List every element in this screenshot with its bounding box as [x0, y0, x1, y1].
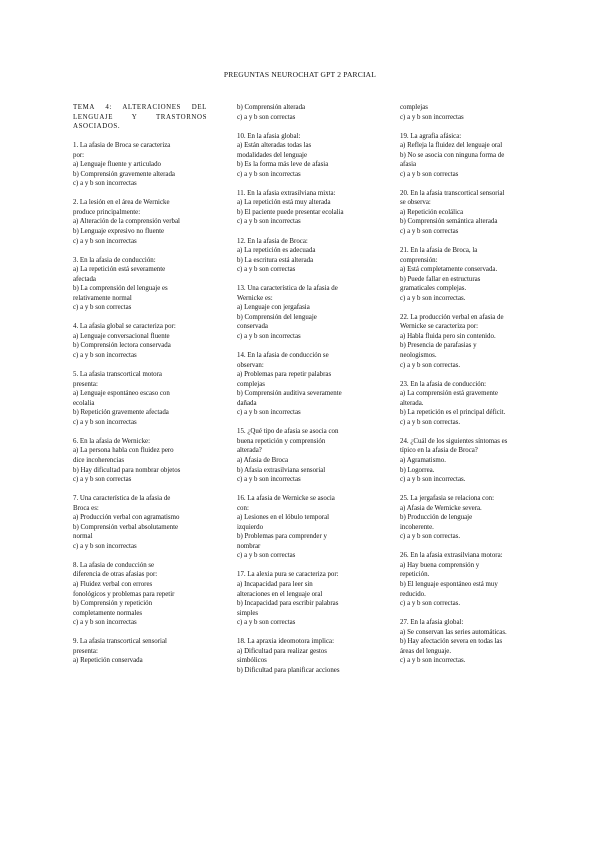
answer-option: b) Presencia de parafasias y — [400, 342, 477, 350]
question-text-line: produce principalmente: — [73, 208, 141, 216]
answer-option: c) a y b son correctas — [237, 266, 296, 274]
question-block — [400, 313, 527, 370]
question-text-line: complejas — [237, 380, 265, 388]
question-block — [400, 132, 527, 180]
answer-option: b) Dificultad para planificar acciones — [237, 666, 340, 674]
question-block — [73, 322, 207, 360]
answer-option: b) No se asocia con ninguna forma de — [400, 151, 505, 159]
answer-option: b) La repetición es el principal déficit. — [400, 409, 506, 417]
answer-option: c) a y b son incorrectas. — [400, 657, 466, 665]
answer-option: a) Está completamente conservada. — [400, 266, 498, 274]
answer-option: c) a y b son incorrectas — [237, 476, 301, 484]
answer-option: c) a y b son correctas — [400, 228, 459, 236]
question-text-line: izquierdo — [237, 523, 264, 531]
answer-option: c) a y b son correctas — [237, 619, 296, 627]
answer-option: c) a y b son incorrectas — [237, 218, 301, 226]
answer-option: b) Es la forma más leve de afasia — [237, 161, 329, 169]
answer-option: b) Afasia extrasilviana sensorial — [237, 466, 326, 474]
answer-option: b) Producción de lenguaje — [400, 514, 473, 522]
answer-option: a) La repetición es adecuada — [237, 247, 316, 255]
question-text-line: dañada — [237, 399, 257, 407]
question-text-line: dice incoherencias — [73, 456, 125, 464]
question-text-line: alterada. — [400, 399, 424, 407]
answer-option: b) Logorrea. — [400, 466, 435, 474]
question-block — [237, 351, 365, 418]
answer-option: b) Repetición gravemente afectada — [73, 409, 169, 417]
answer-option: c) a y b son incorrectas — [237, 170, 301, 178]
answer-option: a) Incapacidad para leer sin — [237, 580, 313, 588]
answer-option: c) a y b son correctas — [73, 304, 132, 312]
answer-option: b) Lenguaje expresivo no fluente — [73, 228, 165, 236]
answer-option: a) Lenguaje espontáneo escaso con — [73, 390, 170, 398]
question-block — [400, 246, 527, 303]
answer-option: c) a y b son incorrectas — [73, 418, 137, 426]
answer-option: c) a y b son incorrectas — [237, 409, 301, 417]
question-text-line: Wernicke se caracteriza por: — [400, 323, 479, 331]
answer-option: a) Habla fluida pero sin contenido. — [400, 332, 496, 340]
answer-option: b) Comprensión gravemente alterada — [73, 170, 175, 178]
question-text-line: relativamente normal — [73, 294, 132, 302]
answer-option: c) a y b son correctas. — [400, 418, 461, 426]
question-text-line: típico en la afasia de Broca? — [400, 447, 478, 455]
question-text-line: alterada? — [237, 447, 262, 455]
question-block — [73, 370, 207, 427]
question-text-line: simbólicos — [237, 657, 267, 665]
question-text-line: nombrar — [237, 542, 261, 550]
answer-option: a) Están alteradas todas las — [237, 142, 312, 150]
answer-option: c) a y b son correctas. — [400, 361, 461, 369]
question-text-line: 5. La afasia transcortical motora — [73, 371, 162, 379]
question-text-line: áreas del lenguaje. — [400, 647, 452, 655]
answer-option: a) Producción verbal con agramatismo — [73, 514, 180, 522]
question-block — [73, 198, 207, 246]
question-text-line: 27. En la afasia global: — [400, 619, 464, 627]
question-text-line: 12. En la afasia de Broca: — [237, 237, 308, 245]
question-text-line: 10. En la afasia global: — [237, 132, 301, 140]
question-text-line: afectada — [73, 275, 96, 283]
question-block — [400, 437, 527, 485]
answer-option: c) a y b son incorrectas — [73, 180, 137, 188]
question-text-line: observan: — [237, 361, 264, 369]
answer-option: b) Comprensión alterada — [237, 104, 306, 111]
question-text-line: 2. La lesión en el área de Wernicke — [73, 199, 170, 207]
question-text-line: fonológicos y problemas para repetir — [73, 590, 175, 598]
question-text-line: modalidades del lenguaje — [237, 151, 308, 159]
answer-option: a) Hay buena comprensión y — [400, 561, 480, 569]
question-text-line: simples — [237, 609, 259, 617]
answer-option: c) a y b son correctas — [237, 552, 296, 560]
question-text-line: 1. La afasia de Broca se caracteriza — [73, 142, 171, 150]
question-text-line: gramaticales complejas. — [400, 285, 467, 293]
question-block — [73, 141, 207, 189]
question-text-line: 16. La afasia de Wernicke se asocia — [237, 495, 335, 503]
answer-option: b) Comprensión auditiva severamente — [237, 390, 342, 398]
question-block — [400, 618, 527, 666]
question-text-line: incoherente. — [400, 523, 434, 531]
answer-option: c) a y b son correctas. — [400, 533, 461, 541]
question-text-line: presenta: — [73, 380, 98, 388]
question-block — [73, 637, 207, 666]
question-text-line: 4. La afasia global se caracteriza por: — [73, 323, 176, 331]
answer-option: a) Se conservan las series automáticas. — [400, 628, 507, 636]
question-text-line: 25. La jergafasia se relaciona con: — [400, 495, 494, 503]
answer-option: a) Problemas para repetir palabras — [237, 371, 332, 379]
question-text-line: 23. En la afasia de conducción: — [400, 380, 487, 388]
question-text-line: comprensión: — [400, 256, 438, 264]
column-middle — [237, 103, 365, 685]
question-text-line: 13. Una característica de la afasia de — [237, 285, 338, 293]
question-text-line: 11. En la afasia extrasilviana mixta: — [237, 189, 336, 197]
question-text-line: alteraciones en el lenguaje oral — [237, 590, 323, 598]
answer-option: a) La persona habla con fluidez pero — [73, 447, 174, 455]
answer-option: b) Problemas para comprender y — [237, 533, 327, 541]
question-text-line: 8. La afasia de conducción se — [73, 561, 155, 569]
answer-option: b) Comprensión verbal absolutamente — [73, 523, 179, 531]
question-text-line: Wernicke es: — [237, 294, 273, 302]
question-text-line: se observa: — [400, 199, 431, 207]
answer-option: a) Afasia de Broca — [237, 456, 289, 464]
question-text-line: 21. En la afasia de Broca, la — [400, 247, 478, 255]
question-text-line: TEMA 4: ALTERACIONES DEL — [73, 104, 207, 111]
question-block — [237, 132, 365, 180]
question-text-line: completamente normales — [73, 609, 143, 617]
question-block — [400, 103, 527, 122]
answer-option: a) Dificultad para realizar gestos — [237, 647, 327, 655]
question-text-line: repetición. — [400, 571, 430, 579]
answer-option: a) La repetición está severamente — [73, 266, 166, 274]
answer-option: c) a y b son correctas — [73, 476, 132, 484]
answer-option: c) a y b son incorrectas. — [400, 476, 466, 484]
answer-option: a) La repetición está muy alterada — [237, 199, 331, 207]
question-block — [237, 103, 365, 122]
answer-option: b) Comprensión y repetición — [73, 600, 153, 608]
question-text-line: diferencia de otras afasias por: — [73, 571, 158, 579]
answer-option: a) Fluidez verbal con errores — [73, 580, 153, 588]
question-text-line: 15. ¿Qué tipo de afasia se asocia con — [237, 428, 339, 436]
column-right — [400, 103, 527, 675]
answer-option: b) Hay afectación severa en todas las — [400, 638, 503, 646]
answer-option: c) a y b son incorrectas — [237, 332, 301, 340]
answer-option: a) Afasia de Wernicke severa. — [400, 504, 482, 512]
answer-option: a) Lenguaje con jergafasia — [237, 304, 310, 312]
answer-option: b) El lenguaje espontáneo está muy — [400, 580, 498, 588]
answer-option: a) Refleja la fluidez del lenguaje oral — [400, 142, 503, 150]
answer-option: b) Comprensión lectora conservada — [73, 342, 171, 350]
column-left — [73, 103, 207, 675]
question-text-line: 7. Una característica de la afasia de — [73, 495, 171, 503]
question-text-line: ASOCIADOS. — [73, 123, 121, 131]
question-block — [237, 189, 365, 227]
answer-option: c) a y b son incorrectas — [73, 352, 137, 360]
question-text-line: 22. La producción verbal en afasia de — [400, 313, 504, 321]
answer-option: b) La comprensión del lenguaje es — [73, 285, 168, 293]
answer-option: b) Hay dificultad para nombrar objetos — [73, 466, 181, 474]
question-text-line: con: — [237, 504, 249, 512]
answer-option: a) La comprensión está gravemente — [400, 390, 498, 398]
question-block — [237, 637, 365, 675]
answer-option: b) Comprensión del lenguaje — [237, 313, 317, 321]
question-text-line: por: — [73, 151, 85, 159]
question-text-line: 19. La agrafia afásica: — [400, 132, 462, 140]
question-text-line: presenta: — [73, 647, 98, 655]
answer-option: a) Lesiones en el lóbulo temporal — [237, 514, 330, 522]
answer-option: c) a y b son correctas — [237, 113, 296, 121]
question-block — [73, 561, 207, 628]
question-text-line: neologismos. — [400, 352, 437, 360]
question-block — [73, 437, 207, 485]
question-text-line: 9. La afasia transcortical sensorial — [73, 638, 167, 646]
question-text-line: ecolalia — [73, 399, 95, 407]
answer-option: c) a y b son correctas. — [400, 600, 461, 608]
answer-option: a) Lenguaje fluente y articulado — [73, 161, 162, 169]
question-block — [237, 427, 365, 484]
answer-option: c) a y b son incorrectas — [73, 237, 137, 245]
question-block — [73, 494, 207, 551]
answer-option: b) El paciente puede presentar ecolalia — [237, 208, 344, 216]
answer-option: c) a y b son incorrectas — [73, 619, 137, 627]
answer-option: c) a y b son incorrectas. — [400, 294, 466, 302]
question-block — [237, 284, 365, 341]
page-title: PREGUNTAS NEUROCHAT GPT 2 PARCIAL — [223, 70, 377, 79]
answer-option: a) Repetición ecolálica — [400, 208, 464, 216]
answer-option: c) a y b son correctas — [400, 170, 459, 178]
answer-option: a) Agramatismo. — [400, 456, 446, 464]
question-block — [237, 237, 365, 275]
question-block — [400, 551, 527, 608]
answer-option: a) Lenguaje conversacional fluente — [73, 332, 170, 340]
answer-option: b) Comprensión semántica alterada — [400, 218, 498, 226]
question-text-line: conservada — [237, 323, 268, 331]
question-text-line: 6. En la afasia de Wernicke: — [73, 437, 150, 445]
question-block — [400, 189, 527, 237]
answer-option: b) La escritura está alterada — [237, 256, 314, 264]
question-text-line: afasia — [400, 161, 417, 169]
question-text-line: 3. En la afasia de conducción: — [73, 256, 156, 264]
question-text-line: 17. La alexia pura se caracteriza por: — [237, 571, 339, 579]
question-block — [237, 570, 365, 627]
question-text-line: 14. En la afasia de conducción se — [237, 351, 329, 359]
answer-option: a) Repetición conservada — [73, 657, 143, 665]
question-text-line: complejas — [400, 104, 428, 111]
question-text-line: 26. En la afasia extrasilviana motora: — [400, 552, 503, 560]
section-heading — [73, 103, 207, 132]
question-text-line: reducido. — [400, 590, 426, 598]
question-block — [400, 494, 527, 542]
question-text-line: Broca es: — [73, 504, 99, 512]
question-text-line: 18. La apraxia ideomotora implica: — [237, 638, 335, 646]
question-block — [73, 256, 207, 313]
question-text-line: 24. ¿Cuál de los siguientes síntomas es — [400, 437, 508, 445]
question-text-line: 20. En la afasia transcortical sensorial — [400, 189, 505, 197]
question-text-line: normal — [73, 533, 93, 541]
question-block — [400, 380, 527, 428]
answer-option: c) a y b son incorrectas — [400, 113, 464, 121]
question-block — [237, 494, 365, 561]
answer-option: b) Puede fallar en estructuras — [400, 275, 481, 283]
question-text-line: buena repetición y comprensión — [237, 437, 326, 445]
answer-option: c) a y b son incorrectas — [73, 542, 137, 550]
answer-option: a) Alteración de la comprensión verbal — [73, 218, 180, 226]
answer-option: b) Incapacidad para escribir palabras — [237, 600, 339, 608]
question-text-line: LENGUAJE Y TRASTORNOS — [73, 113, 207, 121]
